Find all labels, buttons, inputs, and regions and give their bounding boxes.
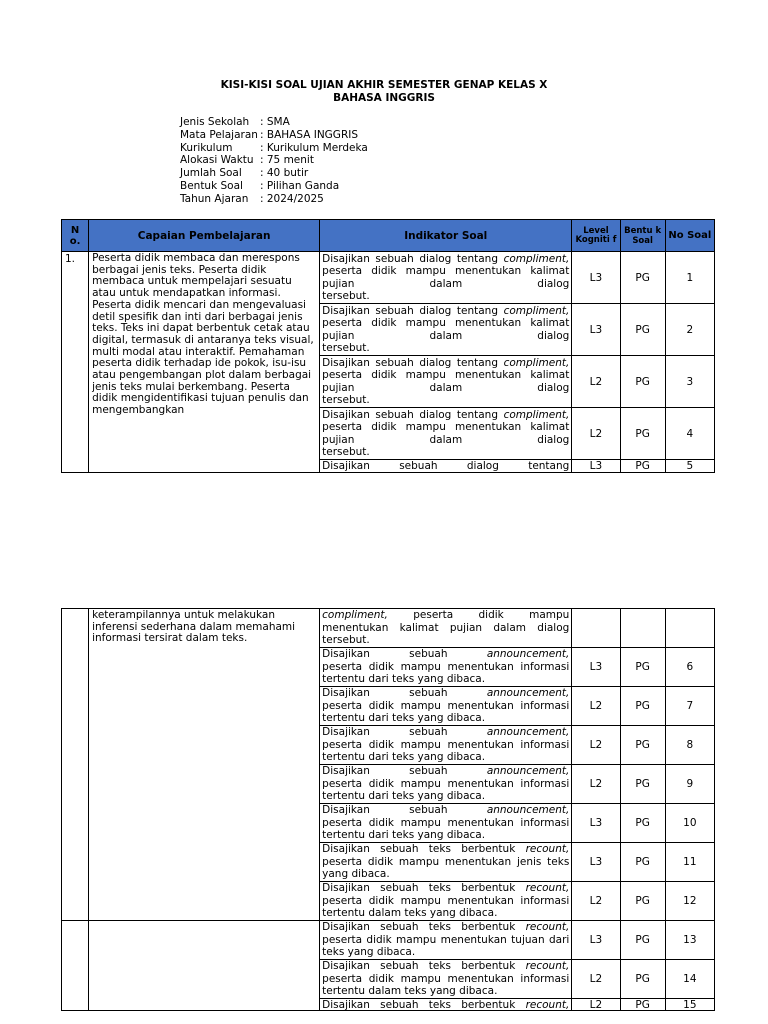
header-nosoal: No Soal (665, 220, 714, 252)
level-cell: L3 (572, 648, 620, 687)
indikator-cell: Disajikan sebuah teks berbentuk recount, peserta didik mampu menentukan informasi tertentu dalam teks yang dibaca. (320, 960, 572, 999)
nosoal-cell: 10 (665, 804, 714, 843)
indikator-cell: Disajikan sebuah teks berbentuk recount, peserta didik mampu menentukan tujuan dari teks yang dibaca. (320, 921, 572, 960)
indikator-cell: Disajikan sebuah teks berbentuk recount, peserta didik mampu menentukan jenis teks yang dibaca. (320, 843, 572, 882)
no-cell-empty (62, 921, 89, 1011)
bentuk-cell: PG (620, 687, 665, 726)
indikator-cell: Disajikan sebuah teks berbentuk recount, peserta didik mampu menentukan informasi tertentu dalam teks yang dibaca. (320, 882, 572, 921)
nosoal-cell: 5 (665, 460, 714, 473)
level-cell: L3 (572, 460, 620, 473)
capaian-text-continued: keterampilannya untuk melakukan inferensi sederhana dalam memahami informasi tersirat dalam teks. (89, 609, 320, 921)
level-cell: L3 (572, 252, 620, 304)
nosoal-cell: 4 (665, 408, 714, 460)
bentuk-cell: PG (620, 726, 665, 765)
meta-row-alokasi-waktu: Alokasi Waktu : 75 menit (180, 154, 314, 167)
nosoal-cell: 11 (665, 843, 714, 882)
bentuk-cell: PG (620, 882, 665, 921)
table-row (62, 609, 715, 648)
meta-row-bentuk-soal: Bentuk Soal : Pilihan Ganda (180, 179, 340, 192)
nosoal-cell: 14 (665, 960, 714, 999)
indikator-cell: Disajikan sebuah dialog tentang compliment, peserta didik mampu menentukan kalimat pujian dalam dialog tersebut. (320, 356, 572, 408)
bentuk-cell (620, 609, 665, 648)
level-cell: L2 (572, 408, 620, 460)
level-cell: L2 (572, 960, 620, 999)
kisi-kisi-table-page1 (61, 219, 715, 473)
bentuk-cell: PG (620, 804, 665, 843)
document-title-line1: KISI-KISI SOAL UJIAN AKHIR SEMESTER GENAP KELAS X (220, 79, 548, 91)
bentuk-cell: PG (620, 648, 665, 687)
indikator-cell: Disajikan sebuah teks berbentuk recount, (320, 999, 572, 1011)
nosoal-cell: 15 (665, 999, 714, 1011)
document-meta (180, 116, 368, 206)
level-cell: L2 (572, 765, 620, 804)
meta-row-mata-pelajaran: Mata Pelajaran : BAHASA INGGRIS (180, 128, 359, 141)
header-capaian: Capaian Pembelajaran (89, 220, 320, 252)
nosoal-cell: 9 (665, 765, 714, 804)
nosoal-cell: 1 (665, 252, 714, 304)
meta-row-jumlah-soal: Jumlah Soal : 40 butir (180, 167, 309, 180)
nosoal-cell (665, 609, 714, 648)
level-cell: L3 (572, 804, 620, 843)
indikator-cell: compliment, peserta didik mampu menentukan kalimat pujian dalam dialog tersebut. (320, 609, 572, 648)
level-cell: L2 (572, 999, 620, 1011)
table-header-row (62, 220, 715, 252)
nosoal-cell: 3 (665, 356, 714, 408)
indikator-cell: Disajikan sebuah dialog tentang (320, 460, 572, 473)
nosoal-cell: 7 (665, 687, 714, 726)
indikator-cell: Disajikan sebuah announcement, peserta didik mampu menentukan informasi tertentu dari teks yang dibaca. (320, 648, 572, 687)
bentuk-cell: PG (620, 960, 665, 999)
level-cell: L2 (572, 356, 620, 408)
table-row (62, 921, 715, 960)
bentuk-cell: PG (620, 921, 665, 960)
nosoal-cell: 12 (665, 882, 714, 921)
bentuk-cell: PG (620, 843, 665, 882)
indikator-cell: Disajikan sebuah dialog tentang compliment, peserta didik mampu menentukan kalimat pujian dalam dialog tersebut. (320, 304, 572, 356)
header-level: Level Kogniti f (572, 220, 620, 252)
nosoal-cell: 8 (665, 726, 714, 765)
meta-row-jenis-sekolah: Jenis Sekolah : SMA (180, 116, 290, 128)
indikator-cell: Disajikan sebuah dialog tentang compliment, peserta didik mampu menentukan kalimat pujian dalam dialog tersebut. (320, 408, 572, 460)
indikator-cell: Disajikan sebuah announcement, peserta didik mampu menentukan informasi tertentu dari teks yang dibaca. (320, 804, 572, 843)
bentuk-cell: PG (620, 999, 665, 1011)
row-number-continued (62, 609, 89, 921)
kisi-kisi-table-page2 (61, 608, 715, 1011)
bentuk-cell: PG (620, 304, 665, 356)
level-cell: L2 (572, 726, 620, 765)
indikator-cell: Disajikan sebuah announcement, peserta didik mampu menentukan informasi tertentu dari teks yang dibaca. (320, 726, 572, 765)
capaian-cell-empty (89, 921, 320, 1011)
level-cell: L3 (572, 843, 620, 882)
row-number: 1. (62, 252, 89, 473)
header-bentuk: Bentu k Soal (620, 220, 665, 252)
capaian-text: Peserta didik membaca dan merespons berbagai jenis teks. Peserta didik membaca untuk mempelajari sesuatu atau untuk mendapatkan informasi. Peserta didik mencari dan mengevaluasi detil spesifik dan inti dari berbagai jenis teks. Teks ini dapat berbentuk cetak atau digital, termasuk di antaranya teks visual, multi modal atau interaktif. Pemahaman peserta didik terhadap ide pokok, isu-isu atau pengembangan plot dalam berbagai jenis teks mulai berkembang. Peserta didik mengidentifikasi tujuan penulis dan mengembangkan (89, 252, 320, 473)
meta-row-kurikulum: Kurikulum : Kurikulum Merdeka (180, 141, 368, 154)
indikator-cell: Disajikan sebuah announcement, peserta didik mampu menentukan informasi tertentu dari teks yang dibaca. (320, 687, 572, 726)
indikator-cell: Disajikan sebuah dialog tentang compliment, peserta didik mampu menentukan kalimat pujian dalam dialog tersebut. (320, 252, 572, 304)
level-cell: L3 (572, 921, 620, 960)
header-indikator: Indikator Soal (320, 220, 572, 252)
level-cell: L2 (572, 687, 620, 726)
table-row (62, 252, 715, 304)
bentuk-cell: PG (620, 408, 665, 460)
header-no: N o. (62, 220, 89, 252)
document-title-line2: BAHASA INGGRIS (333, 92, 435, 104)
bentuk-cell: PG (620, 252, 665, 304)
level-cell: L2 (572, 882, 620, 921)
nosoal-cell: 2 (665, 304, 714, 356)
bentuk-cell: PG (620, 765, 665, 804)
meta-row-tahun-ajaran: Tahun Ajaran : 2024/2025 (180, 192, 324, 205)
indikator-cell: Disajikan sebuah announcement, peserta didik mampu menentukan informasi tertentu dari teks yang dibaca. (320, 765, 572, 804)
level-cell (572, 609, 620, 648)
bentuk-cell: PG (620, 356, 665, 408)
bentuk-cell: PG (620, 460, 665, 473)
level-cell: L3 (572, 304, 620, 356)
nosoal-cell: 13 (665, 921, 714, 960)
nosoal-cell: 6 (665, 648, 714, 687)
